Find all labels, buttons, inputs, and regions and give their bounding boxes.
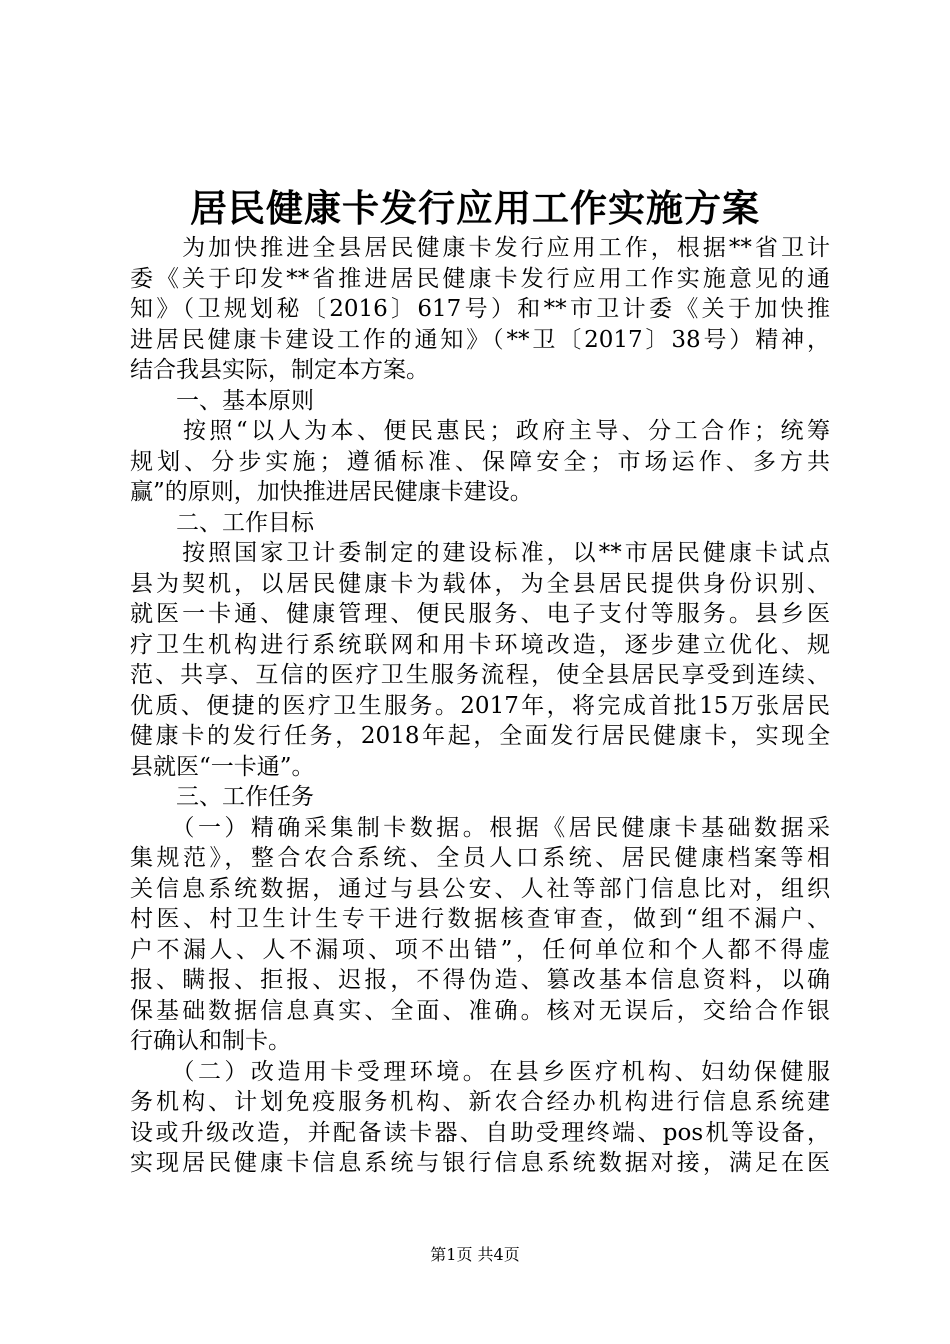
paragraph-line: 委《关于印发**省推进居民健康卡发行应用工作实施意见的通: [130, 265, 830, 292]
paragraph-line: 关信息系统数据，通过与县公安、人社等部门信息比对，组织: [130, 875, 830, 902]
paragraph-line: 按照国家卫计委制定的建设标准，以**市居民健康卡试点: [130, 540, 830, 566]
paragraph-line: 为加快推进全县居民健康卡发行应用工作，根据**省卫计: [130, 235, 830, 261]
paragraph-line: 进居民健康卡建设工作的通知》（**卫〔2017〕38号）精神，: [130, 326, 830, 353]
paragraph-line: 县为契机，以居民健康卡为载体，为全县居民提供身份识别、: [130, 570, 830, 597]
paragraph-line: 疗卫生机构进行系统联网和用卡环境改造，逐步建立优化、规: [130, 631, 830, 658]
paragraph-line: 知》（卫规划秘〔2016〕617号）和**市卫计委《关于加快推: [130, 296, 830, 322]
paragraph-line: 结合我县实际，制定本方案。: [130, 357, 429, 383]
paragraph-line: （二）改造用卡受理环境。在县乡医疗机构、妇幼保健服: [130, 1058, 830, 1085]
paragraph-line: （一）精确采集制卡数据。根据《居民健康卡基础数据采: [130, 814, 830, 841]
paragraph-line: 按照“以人为本、便民惠民；政府主导、分工合作；统筹: [130, 418, 830, 444]
paragraph-line: 保基础数据信息真实、全面、准确。核对无误后，交给合作银: [130, 997, 830, 1024]
paragraph-line: 村医、村卫生计生专干进行数据核查审查，做到“组不漏户、: [130, 906, 830, 932]
paragraph-line: 三、工作任务: [130, 784, 314, 810]
paragraph-line: 规划、分步实施；遵循标准、保障安全；市场运作、多方共: [130, 448, 830, 475]
paragraph-line: 设或升级改造，并配备读卡器、自助受理终端、pos机等设备，: [130, 1119, 830, 1146]
paragraph-line: 集规范》，整合农合系统、全员人口系统、居民健康档案等相: [130, 845, 830, 871]
paragraph-line: 实现居民健康卡信息系统与银行信息系统数据对接，满足在医: [130, 1150, 830, 1176]
paragraph-line: 二、工作目标: [130, 509, 314, 536]
paragraph-line: 户不漏人、人不漏项、项不出错”，任何单位和个人都不得虚: [130, 936, 830, 963]
paragraph-line: 行确认和制卡。: [130, 1028, 291, 1054]
paragraph-line: 务机构、计划免疫服务机构、新农合经办机构进行信息系统建: [130, 1089, 830, 1115]
paragraph-line: 健康卡的发行任务，2018年起，全面发行居民健康卡，实现全: [130, 723, 830, 749]
paragraph-line: 赢”的原则，加快推进居民健康卡建设。: [130, 479, 533, 505]
page-footer: 第1页 共4页: [430, 1245, 520, 1264]
paragraph-line: 就医一卡通、健康管理、便民服务、电子支付等服务。县乡医: [130, 601, 830, 627]
paragraph-line: 优质、便捷的医疗卫生服务。2017年，将完成首批15万张居民: [130, 692, 830, 719]
paragraph-line: 报、瞒报、拒报、迟报，不得伪造、篡改基本信息资料，以确: [130, 967, 830, 993]
paragraph-line: 县就医“一卡通”。: [130, 753, 315, 780]
paragraph-line: 一、基本原则: [130, 387, 314, 414]
document-body: [130, 233, 830, 1179]
document-title: 居民健康卡发行应用工作实施方案: [190, 186, 760, 230]
paragraph-line: 范、共享、互信的医疗卫生服务流程，使全县居民享受到连续、: [130, 662, 830, 688]
